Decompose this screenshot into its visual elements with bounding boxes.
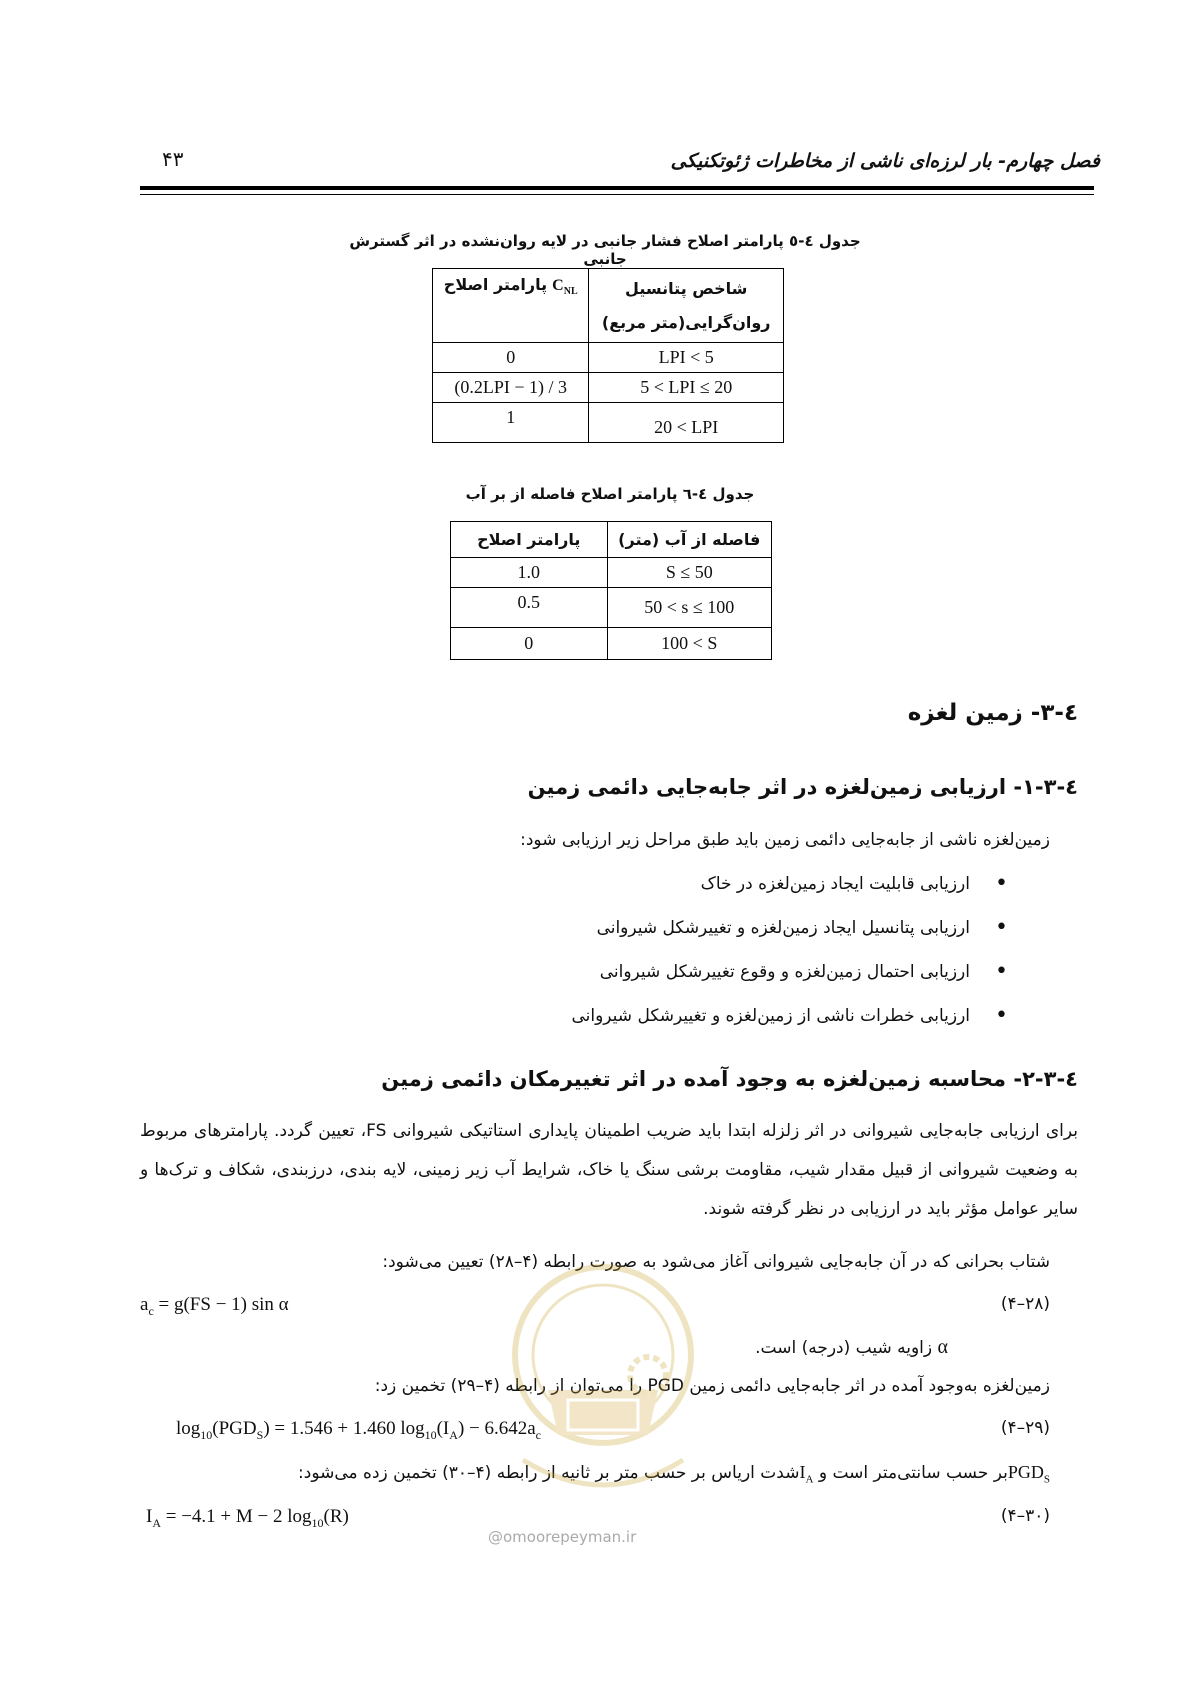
equation-number: (۲۹–۴) bbox=[1000, 1418, 1050, 1438]
section-heading-4-3-1: ٤-٣-١- ارزیابی زمین‌لغزه در اثر جابه‌جایی دائمی زمین bbox=[527, 775, 1078, 799]
header-rule bbox=[140, 186, 1094, 190]
table-6-header-distance: فاصله از آب (متر) bbox=[607, 522, 771, 558]
section-heading-4-3-2: ٤-٣-٢- محاسبه زمین‌لغزه به وجود آمده در اثر تغییرمکان دائمی زمین bbox=[381, 1067, 1078, 1091]
pgd-definition: $PGD_Sبر$ حسب سانتی‌متر است و $I_Aشدت$ اریاس بر حسب متر بر ثانیه از رابطه (۴–۳۰) تخمین زده می‌شود: bbox=[298, 1462, 1050, 1486]
pgd-intro: زمین‌لغزه به‌وجود آمده در اثر جابه‌جایی دائمی زمین PGD را می‌توان از رابطه (۴–۲۹) تخمین زد: bbox=[374, 1376, 1050, 1396]
running-title: فصل چهارم- بار لرزه‌ای ناشی از مخاطرات ژئوتکنیکی bbox=[670, 150, 1100, 172]
header-rule-thin bbox=[140, 194, 1094, 195]
list-item: • ارزیابی خطرات ناشی از زمین‌لغزه و تغییرشکل شیروانی bbox=[571, 994, 1008, 1038]
table-6 bbox=[450, 521, 772, 660]
table-row: 1 20 < LPI bbox=[433, 403, 784, 443]
section-heading-4-3: ٤-٣- زمین لغزه bbox=[907, 700, 1078, 726]
table-5-header-cnl: پارامتر اصلاح $C_{NL}$ bbox=[433, 269, 589, 343]
alpha-definition: α زاویه شیب (درجه) است. bbox=[755, 1336, 948, 1358]
watermark-url: @omoorepeyman.ir bbox=[488, 1528, 637, 1546]
table-row: (0.2LPI − 1) / 3 5 < LPI ≤ 20 bbox=[433, 373, 784, 403]
table-5-caption: جدول ٤-٥ پارامتر اصلاح فشار جانبی در لایه روان‌نشده در اثر گسترش جانبی bbox=[349, 232, 861, 268]
table-row: 0.5 50 < s ≤ 100 bbox=[451, 588, 772, 628]
table-5 bbox=[432, 268, 784, 443]
equation-number: (۳۰–۴) bbox=[1000, 1506, 1050, 1526]
equation-30: $I_A = -4.1 + M - 2$ $\log_{10}(R)$ bbox=[146, 1506, 349, 1530]
watermark-logo bbox=[498, 1260, 708, 1510]
table-row: 0 100 < S bbox=[451, 628, 772, 660]
bullet-list bbox=[571, 862, 1008, 1038]
list-item: • ارزیابی احتمال زمین‌لغزه و وقوع تغییرشکل شیروانی bbox=[571, 950, 1008, 994]
section-intro: زمین‌لغزه ناشی از جابه‌جایی دائمی زمین باید طبق مراحل زیر ارزیابی شود: bbox=[520, 830, 1050, 850]
page-number: ۴۳ bbox=[162, 147, 184, 171]
equation-number: (۲۸–۴) bbox=[1000, 1294, 1050, 1314]
table-6-caption: جدول ٤-٦ پارامتر اصلاح فاصله از بر آب bbox=[465, 485, 755, 503]
list-item: • ارزیابی قابلیت ایجاد زمین‌لغزه در خاک bbox=[571, 862, 1008, 906]
table-6-header-param: پارامتر اصلاح bbox=[451, 522, 608, 558]
accel-intro: شتاب بحرانی که در آن جابه‌جایی شیروانی آغاز می‌شود به صورت رابطه (۴–۲۸) تعیین می‌شود: bbox=[382, 1252, 1050, 1272]
table-row: 0 LPI < 5 bbox=[433, 343, 784, 373]
paragraph: برای ارزیابی جابه‌جایی شیروانی در اثر زلزله ابتدا باید ضریب اطمینان پایداری استاتیکی شیروانی FS، تعیین گردد. پارامترهای مربوط به وضعیت شیروانی از قبیل مقدار شیب، مقاومت برشی سنگ یا خاک، شرایط آب زیر زمینی، لایه بندی، درزبندی، شکاف و ترک‌ها و سایر عوامل مؤثر باید در ارزیابی در نظر گرفته شوند. bbox=[140, 1121, 1078, 1219]
table-5-header-lpi: شاخص پتانسیل روان‌گرایی(متر مربع) bbox=[589, 269, 784, 343]
equation-28: $a_c = g(FS - 1)$ sin α bbox=[140, 1294, 289, 1318]
equation-29: $\log_{10}(PGD_S) = 1.546 + 1.460$ $\log_{10}(I_A) - 6.642a_c$ bbox=[176, 1418, 541, 1442]
list-item: • ارزیابی پتانسیل ایجاد زمین‌لغزه و تغییرشکل شیروانی bbox=[571, 906, 1008, 950]
table-row: 1.0 S ≤ 50 bbox=[451, 558, 772, 588]
